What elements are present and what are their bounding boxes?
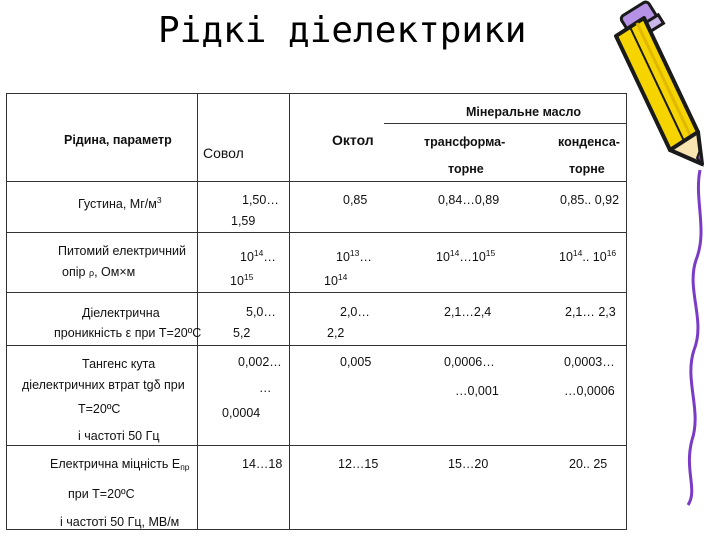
row-divider (6, 181, 627, 182)
table-border-left (6, 93, 7, 530)
strength-transformer: 15…20 (448, 457, 489, 471)
row-divider (6, 232, 627, 233)
permittivity-sovol-a: 5,0… (246, 305, 276, 319)
permittivity-transformer: 2,1…2,4 (444, 305, 492, 319)
resistivity-sovol-a: $10^{14}\dots$ (240, 248, 276, 264)
density-sovol-b: 1,59 (231, 214, 256, 228)
row-density-label: Густина, $Мг/м^3$ (78, 195, 162, 211)
table-border-top (6, 93, 627, 94)
loss-tangent-condenser-a: 0,0003… (564, 355, 615, 369)
density-condenser: 0,85.. 0,92 (560, 193, 620, 207)
resistivity-sovol-b: $10^{15}$ (230, 272, 254, 288)
row-loss-tangent-label-3: Т=20ºС (78, 402, 121, 416)
row-loss-tangent-label: Тангенс кута (82, 357, 156, 371)
loss-tangent-sovol-mid: … (259, 381, 272, 395)
row-loss-tangent-label-4: і частоті 50 Гц (78, 429, 160, 443)
resistivity-oktol-a: $10^{13}\dots$ (336, 248, 372, 264)
loss-tangent-transformer-a: 0,0006… (444, 355, 495, 369)
row-strength-label-3: і частоті 50 Гц, МВ/м (60, 515, 180, 529)
loss-tangent-sovol-b: 0,0004 (222, 406, 261, 420)
pencil-icon (596, 0, 720, 540)
permittivity-oktol-b: 2,2 (327, 326, 345, 340)
strength-condenser: 20.. 25 (569, 457, 608, 471)
density-sovol-a: 1,50… (242, 193, 279, 207)
row-strength-label-2: при Т=20ºС (68, 487, 135, 501)
density-oktol: 0,85 (343, 193, 368, 207)
density-transformer: 0,84…0,89 (438, 193, 500, 207)
row-divider (6, 345, 627, 346)
permittivity-oktol-a: 2,0… (340, 305, 370, 319)
header-condenser-b: торне (569, 162, 605, 176)
row-resistivity-label: Питомий електричний (58, 244, 186, 258)
resistivity-transformer: $10^{14}\dots 10^{15}$ (436, 248, 496, 264)
row-divider (6, 292, 627, 293)
mineral-oil-divider (384, 123, 626, 124)
header-transformer-b: торне (448, 162, 484, 176)
header-param: Рідина, параметр (64, 133, 172, 147)
loss-tangent-oktol: 0,005 (340, 355, 372, 369)
row-divider (6, 445, 627, 446)
loss-tangent-transformer-b: …0,001 (455, 384, 499, 398)
row-resistivity-label-2: опір ρ, Ом×м (62, 265, 136, 279)
page-title: Рідкі діелектрики (158, 10, 527, 51)
resistivity-condenser: $10^{14}$.. $10^{16}$ (559, 248, 617, 264)
permittivity-condenser: 2,1… 2,3 (565, 305, 616, 319)
dielectrics-table (6, 93, 628, 530)
row-permittivity-label: Діелектрична (82, 306, 160, 320)
header-mineral-oil: Мінеральне масло (466, 105, 581, 119)
header-condenser-a: конденса- (558, 135, 620, 149)
loss-tangent-condenser-b: …0,0006 (564, 384, 615, 398)
column-divider (289, 93, 290, 530)
header-sovol: Совол (203, 145, 244, 161)
strength-oktol: 12…15 (338, 457, 379, 471)
row-loss-tangent-label-2: діелектричних втрат tgδ при (22, 378, 185, 392)
row-permittivity-label-2: проникність ε при Т=20ºС (54, 326, 202, 340)
row-strength-label: Електрична міцність $Е_{пр}$ (50, 457, 190, 472)
header-oktol: Октол (332, 132, 374, 148)
column-divider (197, 93, 198, 530)
loss-tangent-sovol-a: 0,002… (238, 355, 282, 369)
header-transformer-a: трансформа- (424, 135, 506, 149)
table-border-bottom (6, 529, 627, 530)
strength-sovol: 14…18 (242, 457, 283, 471)
permittivity-sovol-b: 5,2 (233, 326, 251, 340)
resistivity-oktol-b: $10^{14}$ (324, 272, 348, 288)
